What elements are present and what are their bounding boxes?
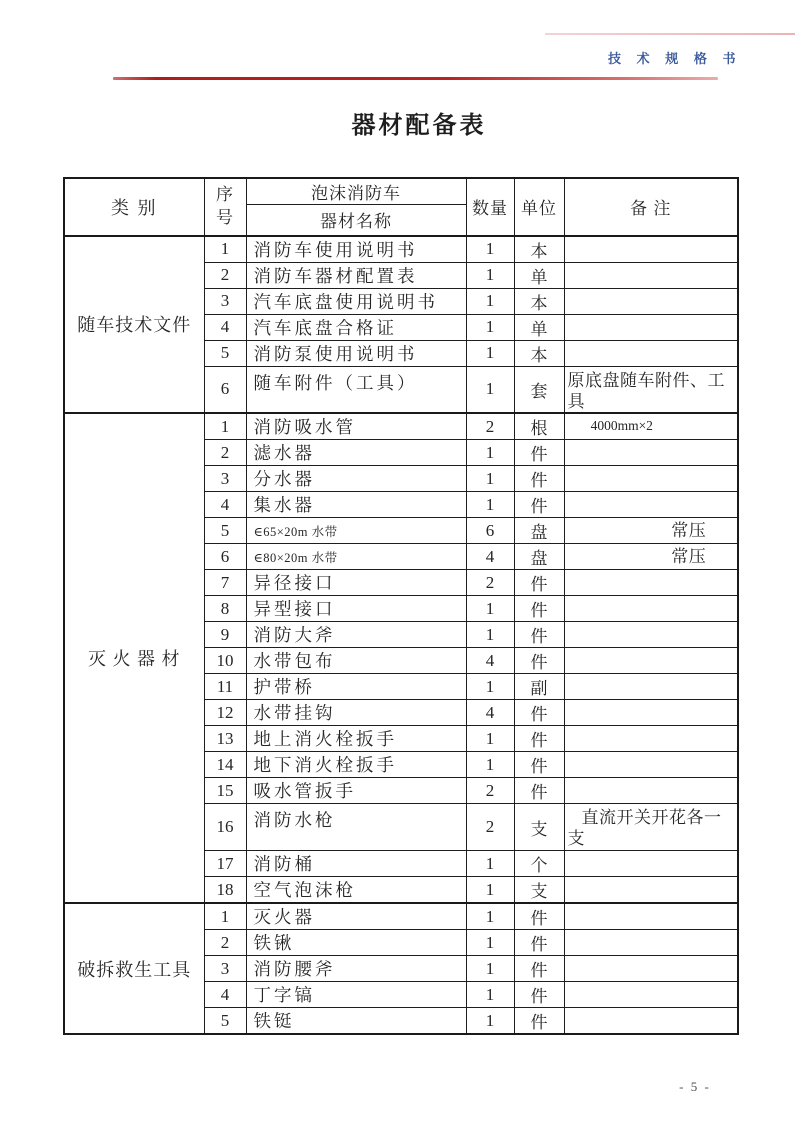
name-cell: 铁锹 — [246, 930, 466, 956]
serial-cell: 1 — [204, 236, 246, 263]
remark-cell — [564, 752, 738, 778]
col-header-vehicle: 泡沫消防车 — [246, 178, 466, 205]
name-cell: 水带挂钩 — [246, 700, 466, 726]
remark-cell — [564, 778, 738, 804]
remark-cell — [564, 440, 738, 466]
unit-cell: 单 — [514, 314, 564, 340]
name-cell: 地上消火栓扳手 — [246, 726, 466, 752]
name-cell: 灭火器 — [246, 903, 466, 930]
quantity-cell: 4 — [466, 700, 514, 726]
quantity-cell: 1 — [466, 982, 514, 1008]
table-row — [64, 236, 738, 263]
unit-cell: 根 — [514, 413, 564, 440]
serial-cell: 11 — [204, 674, 246, 700]
name-cell: 汽车底盘合格证 — [246, 314, 466, 340]
serial-cell: 14 — [204, 752, 246, 778]
quantity-cell: 1 — [466, 930, 514, 956]
serial-cell: 9 — [204, 622, 246, 648]
unit-cell: 件 — [514, 648, 564, 674]
serial-cell: 13 — [204, 726, 246, 752]
serial-cell: 7 — [204, 570, 246, 596]
serial-cell: 6 — [204, 366, 246, 413]
remark-cell — [564, 1008, 738, 1035]
remark-cell: 原底盘随车附件、工具 — [564, 366, 738, 413]
quantity-cell: 2 — [466, 804, 514, 851]
name-cell: 消防桶 — [246, 851, 466, 877]
name-cell: 异型接口 — [246, 596, 466, 622]
serial-cell: 2 — [204, 262, 246, 288]
quantity-cell: 1 — [466, 752, 514, 778]
unit-cell: 件 — [514, 930, 564, 956]
remark-cell — [564, 877, 738, 904]
unit-cell: 件 — [514, 596, 564, 622]
col-header-category: 类 别 — [64, 178, 204, 236]
quantity-cell: 1 — [466, 596, 514, 622]
remark-cell — [564, 851, 738, 877]
serial-cell: 12 — [204, 700, 246, 726]
name-cell: 护带桥 — [246, 674, 466, 700]
name-cell: 铁铤 — [246, 1008, 466, 1035]
serial-cell: 4 — [204, 492, 246, 518]
header-row-1 — [64, 178, 738, 205]
category-cell: 随车技术文件 — [64, 236, 204, 414]
unit-cell: 本 — [514, 288, 564, 314]
remark-cell: 常压 — [564, 518, 738, 544]
remark-cell — [564, 492, 738, 518]
quantity-cell: 1 — [466, 622, 514, 648]
quantity-cell: 2 — [466, 413, 514, 440]
unit-cell: 件 — [514, 440, 564, 466]
serial-cell: 18 — [204, 877, 246, 904]
unit-cell: 盘 — [514, 544, 564, 570]
quantity-cell: 1 — [466, 492, 514, 518]
serial-cell: 16 — [204, 804, 246, 851]
name-cell: 分水器 — [246, 466, 466, 492]
serial-cell: 2 — [204, 930, 246, 956]
name-cell: 消防腰斧 — [246, 956, 466, 982]
quantity-cell: 1 — [466, 726, 514, 752]
serial-cell: 3 — [204, 288, 246, 314]
col-header-serial-char-1: 序 — [216, 184, 234, 204]
unit-cell: 件 — [514, 982, 564, 1008]
serial-cell: 3 — [204, 466, 246, 492]
quantity-cell: 4 — [466, 544, 514, 570]
equipment-table — [63, 177, 739, 1035]
name-cell: 消防车器材配置表 — [246, 262, 466, 288]
quantity-cell: 1 — [466, 956, 514, 982]
remark-cell — [564, 956, 738, 982]
quantity-cell: 2 — [466, 570, 514, 596]
name-cell: ∈65×20m 水带 — [246, 518, 466, 544]
quantity-cell: 1 — [466, 877, 514, 904]
col-header-unit: 单位 — [514, 178, 564, 236]
col-header-quantity: 数量 — [466, 178, 514, 236]
unit-cell: 本 — [514, 236, 564, 263]
unit-cell: 单 — [514, 262, 564, 288]
unit-cell: 件 — [514, 492, 564, 518]
name-cell: 异径接口 — [246, 570, 466, 596]
remark-cell — [564, 314, 738, 340]
page-number: - 5 - — [679, 1079, 711, 1094]
serial-cell: 5 — [204, 1008, 246, 1035]
remark-cell: 常压 — [564, 544, 738, 570]
quantity-cell: 1 — [466, 262, 514, 288]
name-cell: 消防水枪 — [246, 804, 466, 851]
serial-cell: 5 — [204, 340, 246, 366]
remark-cell — [564, 340, 738, 366]
name-cell: 随车附件（工具） — [246, 366, 466, 413]
unit-cell: 件 — [514, 956, 564, 982]
name-cell: 消防车使用说明书 — [246, 236, 466, 263]
unit-cell: 件 — [514, 778, 564, 804]
serial-cell: 5 — [204, 518, 246, 544]
header-rule-line — [113, 77, 718, 80]
remark-cell: 4000mm×2 — [564, 413, 738, 440]
quantity-cell: 1 — [466, 851, 514, 877]
serial-cell: 2 — [204, 440, 246, 466]
name-cell: 汽车底盘使用说明书 — [246, 288, 466, 314]
col-header-serial-char-2: 号 — [216, 207, 234, 227]
quantity-cell: 1 — [466, 1008, 514, 1035]
unit-cell: 件 — [514, 700, 564, 726]
col-header-remarks: 备 注 — [564, 178, 738, 236]
remark-cell — [564, 466, 738, 492]
name-cell: ∈80×20m 水带 — [246, 544, 466, 570]
name-cell: 水带包布 — [246, 648, 466, 674]
name-cell: 消防泵使用说明书 — [246, 340, 466, 366]
quantity-cell: 1 — [466, 674, 514, 700]
quantity-cell: 4 — [466, 648, 514, 674]
serial-cell: 1 — [204, 903, 246, 930]
quantity-cell: 1 — [466, 440, 514, 466]
serial-cell: 17 — [204, 851, 246, 877]
name-cell: 吸水管扳手 — [246, 778, 466, 804]
unit-cell: 本 — [514, 340, 564, 366]
unit-cell: 盘 — [514, 518, 564, 544]
remark-cell — [564, 903, 738, 930]
remark-cell — [564, 288, 738, 314]
quantity-cell: 6 — [466, 518, 514, 544]
col-header-equipment-name: 器材名称 — [246, 205, 466, 236]
unit-cell: 套 — [514, 366, 564, 413]
unit-cell: 副 — [514, 674, 564, 700]
remark-cell — [564, 982, 738, 1008]
name-cell: 地下消火栓扳手 — [246, 752, 466, 778]
remark-cell — [564, 726, 738, 752]
equipment-table-header — [64, 178, 738, 236]
remark-cell — [564, 570, 738, 596]
page-title: 器材配备表 — [351, 113, 487, 139]
name-cell: 空气泡沫枪 — [246, 877, 466, 904]
unit-cell: 件 — [514, 1008, 564, 1035]
col-header-serial — [204, 178, 246, 236]
name-cell: 滤水器 — [246, 440, 466, 466]
name-cell: 集水器 — [246, 492, 466, 518]
unit-cell: 支 — [514, 804, 564, 851]
quantity-cell: 1 — [466, 366, 514, 413]
quantity-cell: 1 — [466, 236, 514, 263]
unit-cell: 件 — [514, 466, 564, 492]
remark-cell — [564, 674, 738, 700]
decorative-top-line — [545, 33, 795, 35]
quantity-cell: 1 — [466, 288, 514, 314]
quantity-cell: 1 — [466, 314, 514, 340]
table-row — [64, 903, 738, 930]
name-cell: 丁字镐 — [246, 982, 466, 1008]
remark-cell — [564, 930, 738, 956]
table-row — [64, 413, 738, 440]
remark-cell — [564, 700, 738, 726]
unit-cell: 支 — [514, 877, 564, 904]
name-cell: 消防吸水管 — [246, 413, 466, 440]
unit-cell: 件 — [514, 752, 564, 778]
unit-cell: 个 — [514, 851, 564, 877]
remark-cell — [564, 648, 738, 674]
quantity-cell: 1 — [466, 903, 514, 930]
serial-cell: 8 — [204, 596, 246, 622]
remark-cell — [564, 236, 738, 263]
unit-cell: 件 — [514, 622, 564, 648]
serial-cell: 6 — [204, 544, 246, 570]
quantity-cell: 1 — [466, 340, 514, 366]
remark-cell: 直流开关开花各一支 — [564, 804, 738, 851]
remark-cell — [564, 596, 738, 622]
serial-cell: 1 — [204, 413, 246, 440]
serial-cell: 3 — [204, 956, 246, 982]
remark-cell — [564, 622, 738, 648]
serial-cell: 4 — [204, 314, 246, 340]
category-cell: 灭 火 器 材 — [64, 413, 204, 903]
serial-cell: 4 — [204, 982, 246, 1008]
remark-cell — [564, 262, 738, 288]
category-cell: 破拆救生工具 — [64, 903, 204, 1034]
unit-cell: 件 — [514, 903, 564, 930]
unit-cell: 件 — [514, 726, 564, 752]
equipment-table-body — [64, 236, 738, 1035]
quantity-cell: 1 — [466, 466, 514, 492]
doc-header-label: 技 术 规 格 书 — [608, 51, 742, 66]
serial-cell: 15 — [204, 778, 246, 804]
name-cell: 消防大斧 — [246, 622, 466, 648]
unit-cell: 件 — [514, 570, 564, 596]
quantity-cell: 2 — [466, 778, 514, 804]
serial-cell: 10 — [204, 648, 246, 674]
